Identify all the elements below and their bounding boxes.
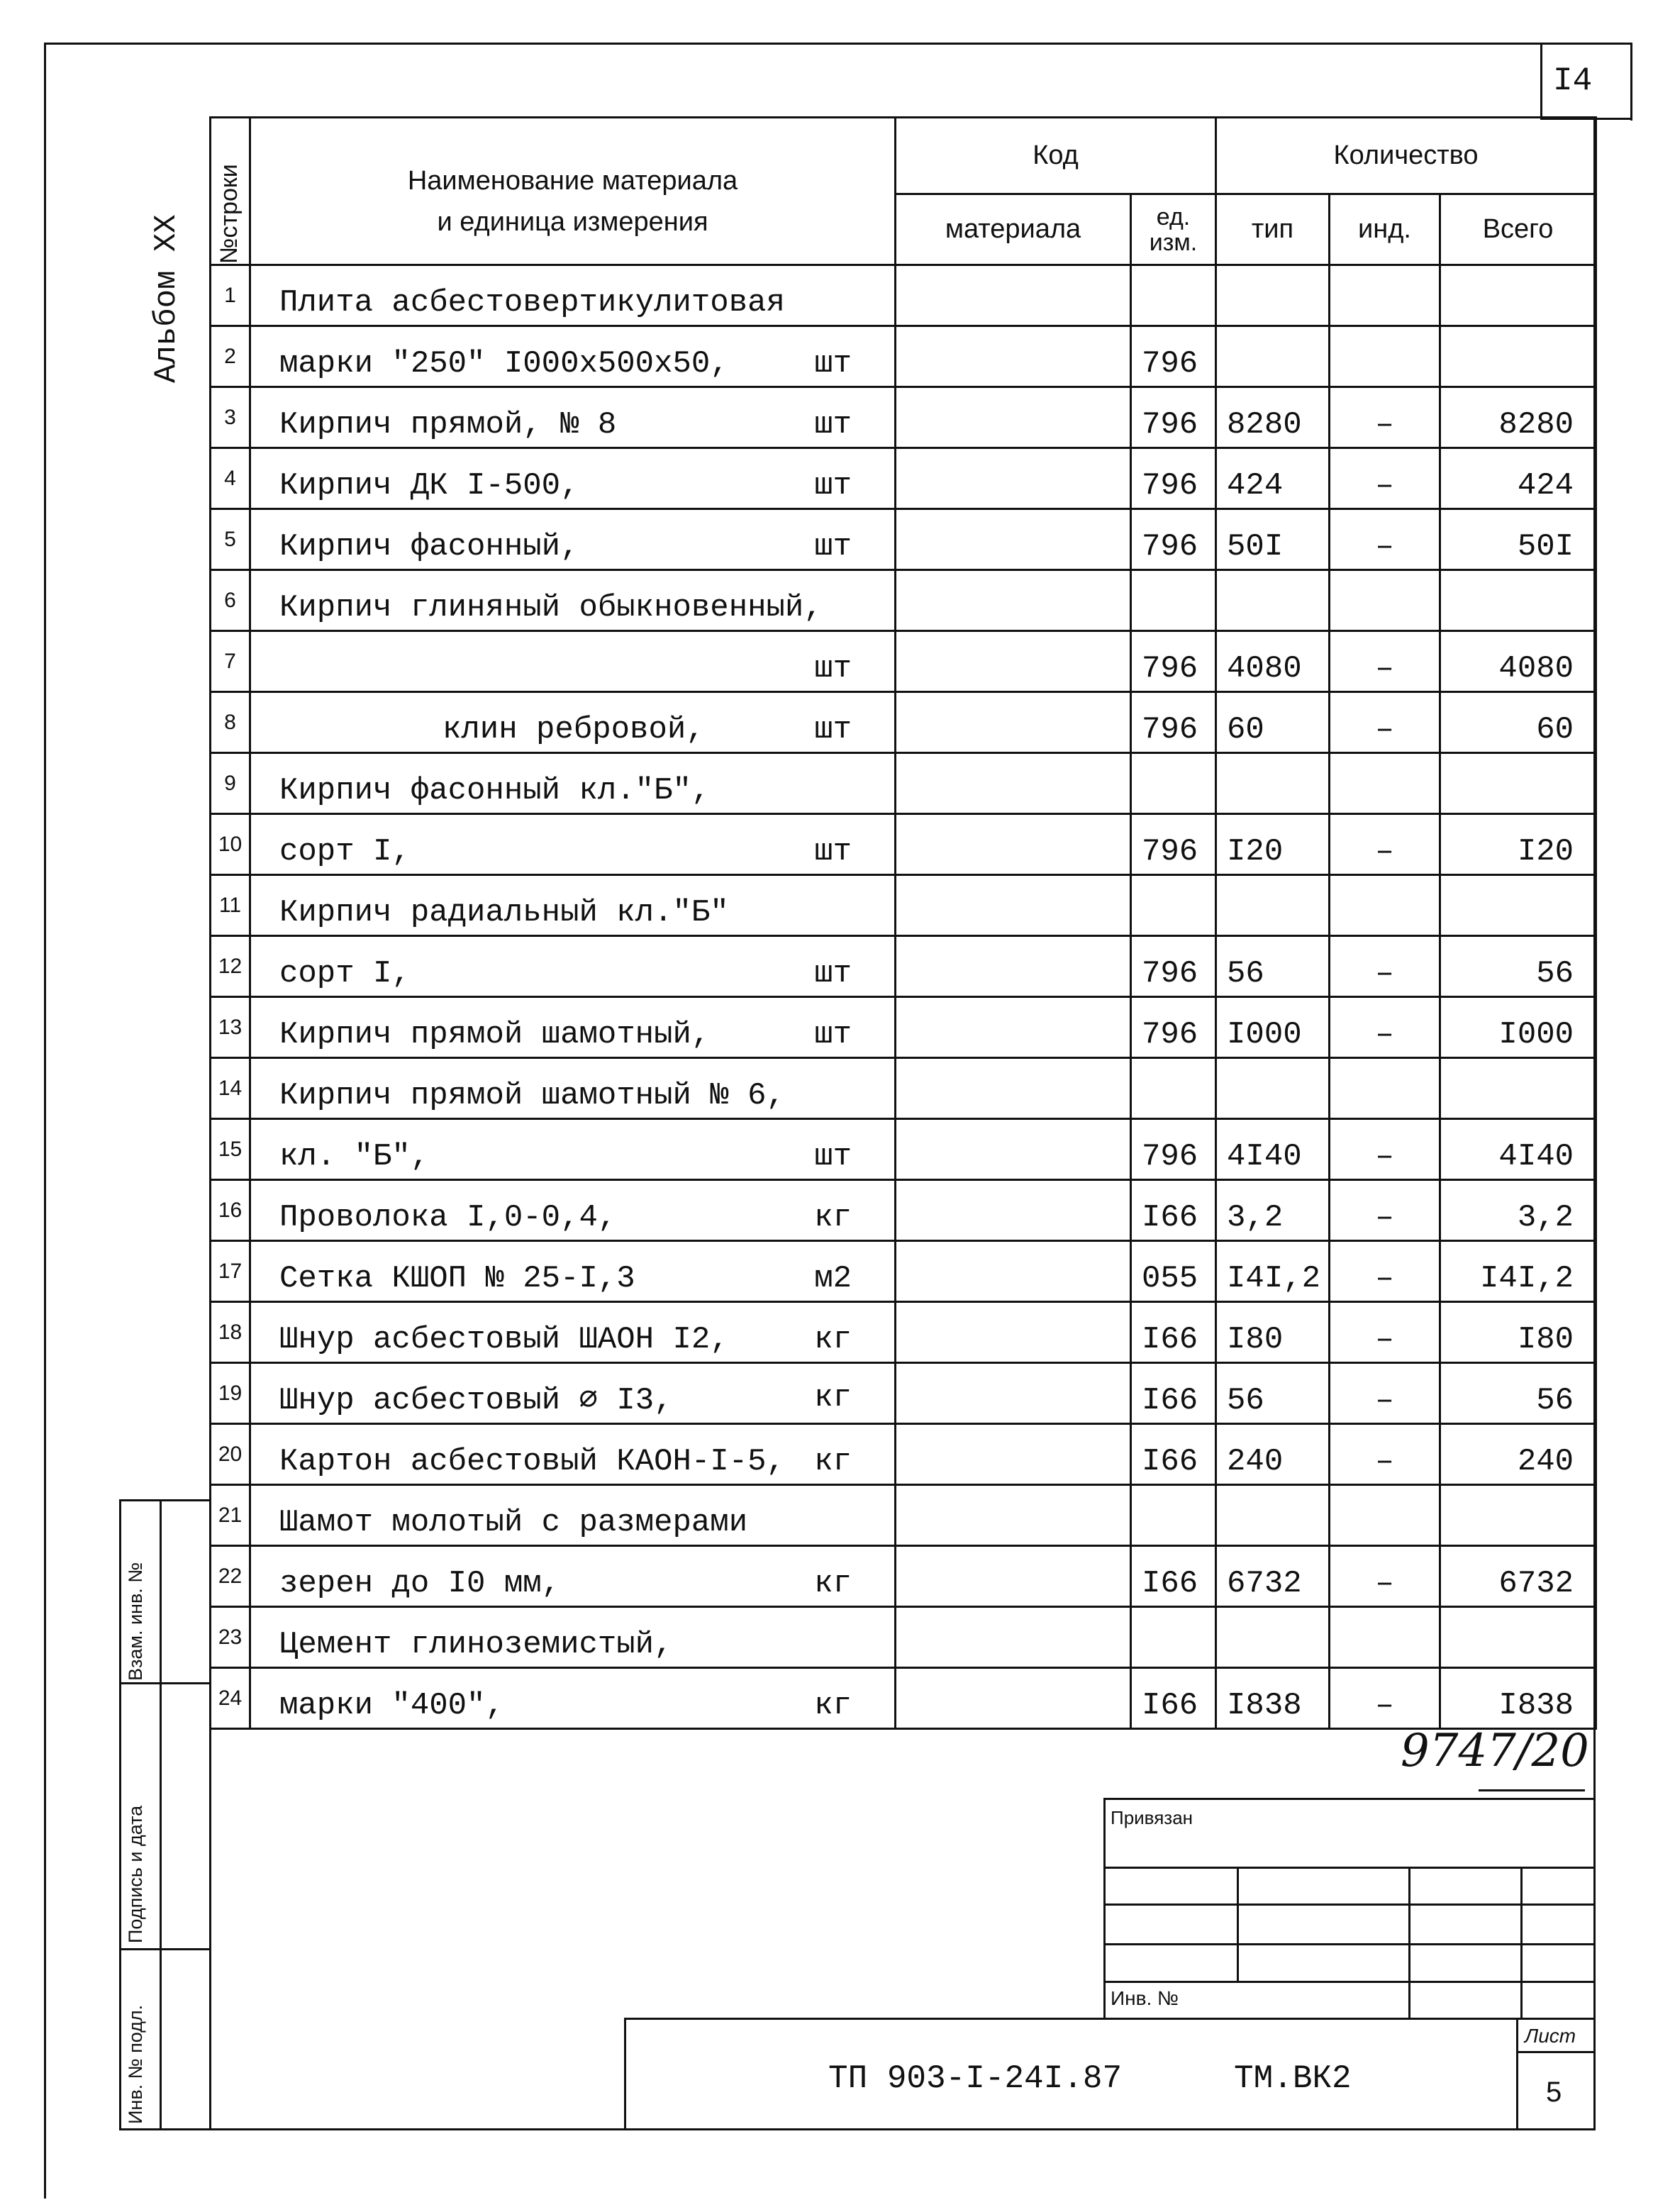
material-name: Плита асбестовертикулитовая <box>279 285 785 321</box>
row-number: 10 <box>211 814 250 875</box>
unit-code: 796 <box>1131 448 1216 509</box>
qty-type: 4I40 <box>1216 1119 1330 1180</box>
material-code <box>896 509 1131 570</box>
material-name-cell <box>250 631 896 692</box>
table-row <box>211 1485 1596 1546</box>
header-row-no: №строки <box>216 164 243 264</box>
material-name: Кирпич прямой, № 8 <box>279 407 617 443</box>
tb-main-top <box>624 2018 1596 2020</box>
row-number: 9 <box>211 753 250 814</box>
unit-code: I66 <box>1131 1302 1216 1363</box>
unit-code <box>1131 753 1216 814</box>
row-number: 23 <box>211 1607 250 1668</box>
qty-total: I000 <box>1440 997 1596 1058</box>
unit-code: 796 <box>1131 814 1216 875</box>
row-number: 2 <box>211 326 250 387</box>
tb-box-left <box>1103 1798 1106 2019</box>
material-code <box>896 1424 1131 1485</box>
qty-type <box>1216 753 1330 814</box>
material-name-cell <box>250 692 896 753</box>
tb-v2 <box>1408 1867 1410 2019</box>
material-name: кл. "Б", <box>279 1139 430 1174</box>
album-label: Альбом ХХ <box>149 214 184 383</box>
material-name-cell <box>250 1180 896 1241</box>
qty-ind <box>1330 875 1440 936</box>
header-quantity: Количество <box>1216 118 1596 194</box>
tb-v1 <box>1237 1867 1239 1982</box>
tb-main-left <box>624 2018 626 2130</box>
tb-list-label: Лист <box>1525 2025 1576 2047</box>
qty-type: 60 <box>1216 692 1330 753</box>
tb-doc-section: ТМ.ВК2 <box>1234 2060 1352 2097</box>
row-number: 11 <box>211 875 250 936</box>
material-name: Кирпич ДК I-500, <box>279 468 579 504</box>
material-name: Шнур асбестовый ШАОН I2, <box>279 1322 729 1357</box>
row-number: 6 <box>211 570 250 631</box>
unit-code <box>1131 1058 1216 1119</box>
unit-label: м2 <box>814 1261 852 1296</box>
tb-doc-code: ТП 903-I-24I.87 <box>828 2060 1123 2097</box>
unit-code: 796 <box>1131 1119 1216 1180</box>
material-name-cell <box>250 1546 896 1607</box>
table-row <box>211 448 1596 509</box>
handwritten-number: 9747/20 <box>1401 1725 1589 1777</box>
unit-label: шт <box>814 1139 852 1174</box>
material-name-cell <box>250 1485 896 1546</box>
qty-ind: – <box>1330 1546 1440 1607</box>
unit-code: 796 <box>1131 997 1216 1058</box>
material-code <box>896 387 1131 448</box>
tb-v3 <box>1520 1867 1523 2019</box>
qty-ind <box>1330 326 1440 387</box>
unit-code <box>1131 1485 1216 1546</box>
unit-code: 796 <box>1131 509 1216 570</box>
frame-right <box>1630 43 1632 121</box>
row-number: 19 <box>211 1363 250 1424</box>
qty-total: 240 <box>1440 1424 1596 1485</box>
material-name: сорт I, <box>279 956 411 991</box>
material-code <box>896 1668 1131 1729</box>
unit-code: I66 <box>1131 1546 1216 1607</box>
row-number: 3 <box>211 387 250 448</box>
material-name-cell <box>250 875 896 936</box>
qty-total <box>1440 265 1596 326</box>
material-code <box>896 1363 1131 1424</box>
qty-total <box>1440 326 1596 387</box>
row-number: 13 <box>211 997 250 1058</box>
table-row <box>211 692 1596 753</box>
header-code-unit: ед. изм. <box>1131 194 1216 265</box>
stamp-div-1 <box>119 1682 211 1684</box>
tb-list-number: 5 <box>1546 2077 1562 2108</box>
material-code <box>896 265 1131 326</box>
tb-list-sep <box>1516 2051 1596 2053</box>
qty-type <box>1216 1058 1330 1119</box>
table-row <box>211 814 1596 875</box>
material-code <box>896 326 1131 387</box>
qty-type: 424 <box>1216 448 1330 509</box>
qty-ind: – <box>1330 1180 1440 1241</box>
table-row <box>211 1424 1596 1485</box>
qty-type: I4I,2 <box>1216 1241 1330 1302</box>
material-name: Кирпич прямой шамотный № 6, <box>279 1078 785 1113</box>
qty-ind: – <box>1330 631 1440 692</box>
material-code <box>896 1241 1131 1302</box>
unit-code <box>1131 265 1216 326</box>
sheet-number-top: I4 <box>1553 62 1593 99</box>
qty-ind: – <box>1330 448 1440 509</box>
table-row <box>211 1241 1596 1302</box>
unit-label: кг <box>814 1566 852 1601</box>
tb-list-left <box>1516 2018 1518 2130</box>
material-name: Кирпич глиняный обыкновенный, <box>279 590 823 626</box>
unit-code: 796 <box>1131 326 1216 387</box>
qty-type: 4080 <box>1216 631 1330 692</box>
unit-label: шт <box>814 529 852 565</box>
material-code <box>896 936 1131 997</box>
qty-type: 240 <box>1216 1424 1330 1485</box>
material-name-cell <box>250 1363 896 1424</box>
row-number: 24 <box>211 1668 250 1729</box>
qty-total: 56 <box>1440 1363 1596 1424</box>
qty-ind <box>1330 570 1440 631</box>
header-code: Код <box>896 118 1216 194</box>
qty-total <box>1440 1485 1596 1546</box>
header-name-text: Наименование материала и единица измерения <box>407 165 738 237</box>
table-row <box>211 631 1596 692</box>
material-name: Сетка КШОП № 25-I,3 <box>279 1261 635 1296</box>
qty-type: 8280 <box>1216 387 1330 448</box>
table-row <box>211 570 1596 631</box>
qty-type: 50I <box>1216 509 1330 570</box>
table-row <box>211 1363 1596 1424</box>
material-code <box>896 875 1131 936</box>
qty-total: 56 <box>1440 936 1596 997</box>
qty-type: 6732 <box>1216 1546 1330 1607</box>
material-code <box>896 1119 1131 1180</box>
stamp-strip-mid <box>160 1499 162 2130</box>
qty-ind <box>1330 1058 1440 1119</box>
frame-top <box>44 43 1632 45</box>
stamp-div-2 <box>119 1948 211 1950</box>
row-number: 8 <box>211 692 250 753</box>
tb-box-top <box>1103 1798 1596 1800</box>
material-code <box>896 631 1131 692</box>
material-name-cell <box>250 936 896 997</box>
qty-total <box>1440 1058 1596 1119</box>
unit-label: шт <box>814 346 852 382</box>
qty-type: 3,2 <box>1216 1180 1330 1241</box>
material-name: клин ребровой, <box>443 712 705 747</box>
row-number: 18 <box>211 1302 250 1363</box>
material-name: Кирпич фасонный кл."Б", <box>279 773 711 808</box>
unit-label: шт <box>814 651 852 687</box>
material-code <box>896 1180 1131 1241</box>
unit-label: кг <box>814 1322 852 1357</box>
unit-code <box>1131 570 1216 631</box>
unit-label: шт <box>814 712 852 747</box>
stamp-podpis-data: Подпись и дата <box>125 1805 146 1943</box>
unit-code: I66 <box>1131 1424 1216 1485</box>
qty-type <box>1216 326 1330 387</box>
material-name-cell <box>250 387 896 448</box>
table-row <box>211 875 1596 936</box>
material-name: Кирпич прямой шамотный, <box>279 1017 711 1052</box>
row-number: 7 <box>211 631 250 692</box>
stamp-bottom <box>119 2128 1596 2130</box>
material-name: Цемент глиноземистый, <box>279 1627 673 1662</box>
material-name-cell <box>250 1058 896 1119</box>
material-name: Кирпич фасонный, <box>279 529 579 565</box>
qty-ind: – <box>1330 387 1440 448</box>
qty-type: 56 <box>1216 1363 1330 1424</box>
row-number: 15 <box>211 1119 250 1180</box>
table-row <box>211 997 1596 1058</box>
unit-code: 796 <box>1131 387 1216 448</box>
qty-ind: – <box>1330 1302 1440 1363</box>
qty-type: I000 <box>1216 997 1330 1058</box>
qty-ind <box>1330 1485 1440 1546</box>
unit-label: шт <box>814 834 852 869</box>
qty-total <box>1440 875 1596 936</box>
material-name-cell <box>250 814 896 875</box>
material-code <box>896 753 1131 814</box>
unit-code: 055 <box>1131 1241 1216 1302</box>
qty-total: I80 <box>1440 1302 1596 1363</box>
material-code <box>896 1546 1131 1607</box>
material-name-cell <box>250 1424 896 1485</box>
unit-label: кг <box>814 1688 852 1723</box>
header-qty-type: тип <box>1216 194 1330 265</box>
unit-label: шт <box>814 1017 852 1052</box>
row-number: 14 <box>211 1058 250 1119</box>
unit-code: I66 <box>1131 1668 1216 1729</box>
row-number: 20 <box>211 1424 250 1485</box>
unit-code: 796 <box>1131 631 1216 692</box>
qty-type <box>1216 875 1330 936</box>
table-row <box>211 1058 1596 1119</box>
qty-type: 56 <box>1216 936 1330 997</box>
qty-type: I80 <box>1216 1302 1330 1363</box>
qty-total: I838 <box>1440 1668 1596 1729</box>
qty-ind: – <box>1330 1668 1440 1729</box>
unit-label: кг <box>814 1444 852 1479</box>
qty-total: I20 <box>1440 814 1596 875</box>
material-code <box>896 997 1131 1058</box>
tb-inv-no: Инв. № <box>1111 1987 1179 2009</box>
material-code <box>896 1485 1131 1546</box>
qty-type: I838 <box>1216 1668 1330 1729</box>
qty-ind <box>1330 753 1440 814</box>
qty-ind <box>1330 1607 1440 1668</box>
material-name-cell <box>250 448 896 509</box>
handwritten-underline <box>1479 1789 1585 1791</box>
row-number: 21 <box>211 1485 250 1546</box>
unit-label: шт <box>814 407 852 443</box>
table-row <box>211 509 1596 570</box>
row-number: 1 <box>211 265 250 326</box>
qty-ind <box>1330 265 1440 326</box>
qty-total: 60 <box>1440 692 1596 753</box>
row-number: 22 <box>211 1546 250 1607</box>
table-row <box>211 387 1596 448</box>
unit-label: кг <box>814 1200 852 1235</box>
material-name-cell <box>250 1302 896 1363</box>
qty-total <box>1440 1607 1596 1668</box>
material-code <box>896 448 1131 509</box>
row-number: 16 <box>211 1180 250 1241</box>
qty-ind: – <box>1330 814 1440 875</box>
row-number: 4 <box>211 448 250 509</box>
material-name-cell <box>250 997 896 1058</box>
material-code <box>896 1607 1131 1668</box>
qty-total: 6732 <box>1440 1546 1596 1607</box>
material-name-cell <box>250 265 896 326</box>
qty-type <box>1216 265 1330 326</box>
qty-ind: – <box>1330 509 1440 570</box>
material-name: зерен до I0 мм, <box>279 1566 561 1601</box>
unit-code: I66 <box>1131 1363 1216 1424</box>
header-name <box>250 118 896 265</box>
qty-ind: – <box>1330 1241 1440 1302</box>
table-row <box>211 1180 1596 1241</box>
unit-label: кг <box>814 1380 852 1416</box>
qty-type <box>1216 570 1330 631</box>
material-name-cell <box>250 1668 896 1729</box>
qty-ind: – <box>1330 997 1440 1058</box>
table-row <box>211 265 1596 326</box>
header-qty-ind: инд. <box>1330 194 1440 265</box>
material-name-cell <box>250 509 896 570</box>
material-name: марки "250" I000x500x50, <box>279 346 729 382</box>
qty-total: 50I <box>1440 509 1596 570</box>
table-row <box>211 1546 1596 1607</box>
material-code <box>896 814 1131 875</box>
material-name: Шамот молотый с размерами <box>279 1505 748 1540</box>
qty-ind: – <box>1330 692 1440 753</box>
table-row <box>211 326 1596 387</box>
material-code <box>896 1058 1131 1119</box>
material-code <box>896 1302 1131 1363</box>
unit-label: шт <box>814 956 852 991</box>
material-name-cell <box>250 570 896 631</box>
table-row <box>211 753 1596 814</box>
material-code <box>896 570 1131 631</box>
stamp-strip-left <box>119 1499 121 2130</box>
material-name: Шнур асбестовый ∅ I3, <box>279 1383 673 1418</box>
material-name: Проволока I,0-0,4, <box>279 1200 617 1235</box>
unit-code: 796 <box>1131 692 1216 753</box>
qty-total: 4I40 <box>1440 1119 1596 1180</box>
tb-privyazan: Привязан <box>1111 1807 1193 1828</box>
material-name: Кирпич радиальный кл."Б" <box>279 895 729 930</box>
qty-total <box>1440 570 1596 631</box>
qty-ind: – <box>1330 1119 1440 1180</box>
material-name: сорт I, <box>279 834 411 869</box>
stamp-top-line <box>119 1499 211 1501</box>
qty-total: 4080 <box>1440 631 1596 692</box>
qty-type: I20 <box>1216 814 1330 875</box>
qty-type <box>1216 1485 1330 1546</box>
material-name: марки "400", <box>279 1688 504 1723</box>
table-row <box>211 1302 1596 1363</box>
material-name-cell <box>250 753 896 814</box>
qty-total: 3,2 <box>1440 1180 1596 1241</box>
stamp-inv-podl: Инв. № подл. <box>125 2004 146 2124</box>
unit-code <box>1131 1607 1216 1668</box>
table-row <box>211 1119 1596 1180</box>
qty-total <box>1440 753 1596 814</box>
qty-type <box>1216 1607 1330 1668</box>
qty-total: 424 <box>1440 448 1596 509</box>
qty-ind: – <box>1330 1424 1440 1485</box>
stamp-right <box>209 1499 211 2130</box>
material-code <box>896 692 1131 753</box>
header-row-no-cell <box>211 118 250 265</box>
unit-code <box>1131 875 1216 936</box>
header-code-material: материала <box>896 194 1131 265</box>
material-name-cell <box>250 1119 896 1180</box>
header-qty-total: Всего <box>1440 194 1596 265</box>
material-name: Картон асбестовый КАОН-I-5, <box>279 1444 785 1479</box>
sheet-box-left <box>1540 43 1542 119</box>
row-number: 12 <box>211 936 250 997</box>
material-name-cell <box>250 1607 896 1668</box>
table-row <box>211 936 1596 997</box>
material-name-cell <box>250 1241 896 1302</box>
qty-ind: – <box>1330 936 1440 997</box>
table-row <box>211 1607 1596 1668</box>
qty-total: 8280 <box>1440 387 1596 448</box>
table-row <box>211 1668 1596 1729</box>
qty-total: I4I,2 <box>1440 1241 1596 1302</box>
unit-code: 796 <box>1131 936 1216 997</box>
qty-ind: – <box>1330 1363 1440 1424</box>
stamp-vzam-inv: Взам. инв. № <box>125 1562 146 1681</box>
row-number: 17 <box>211 1241 250 1302</box>
material-name-cell <box>250 326 896 387</box>
materials-table <box>209 116 1597 1730</box>
unit-code: I66 <box>1131 1180 1216 1241</box>
row-number: 5 <box>211 509 250 570</box>
unit-label: шт <box>814 468 852 504</box>
frame-left <box>44 43 46 2199</box>
